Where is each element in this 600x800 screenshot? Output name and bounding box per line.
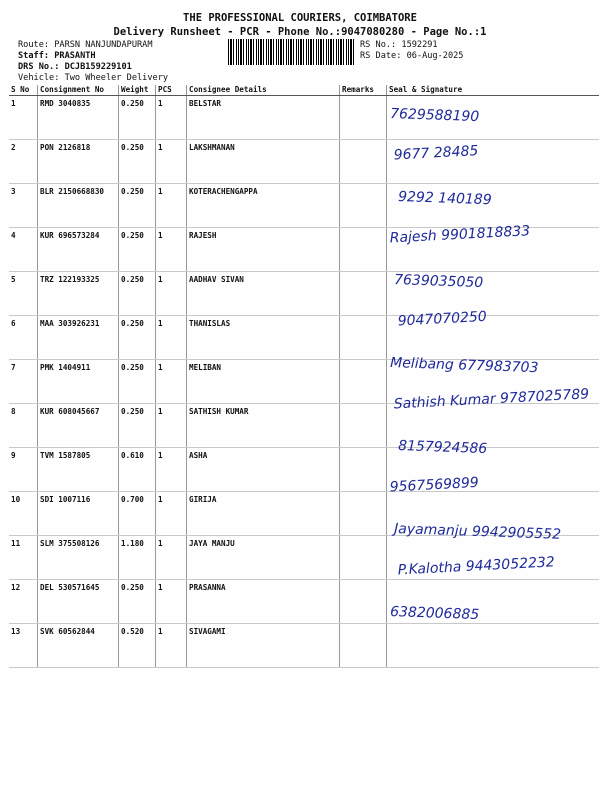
cell-sno: 6 <box>9 316 38 360</box>
table-row <box>9 580 599 624</box>
cell-pcs: 1 <box>156 228 187 272</box>
cell-consignee: PRASANNA <box>187 580 340 624</box>
drs-number: DRS No.: DCJB159229101 <box>18 62 132 72</box>
cell-consignment: PON 2126818 <box>38 140 119 184</box>
cell-sno: 1 <box>9 96 38 140</box>
cell-signature <box>387 580 600 624</box>
cell-weight: 0.700 <box>119 492 156 536</box>
cell-pcs: 1 <box>156 140 187 184</box>
cell-consignee: LAKSHMANAN <box>187 140 340 184</box>
cell-weight: 0.250 <box>119 272 156 316</box>
cell-remarks <box>340 140 387 184</box>
cell-signature <box>387 316 600 360</box>
cell-pcs: 1 <box>156 272 187 316</box>
cell-weight: 0.250 <box>119 580 156 624</box>
cell-signature <box>387 448 600 492</box>
signature: 7629588190 <box>389 106 480 126</box>
cell-signature <box>387 624 600 668</box>
cell-consignment: SVK 60562844 <box>38 624 119 668</box>
signature: Jayamanju 9942905552 <box>393 521 562 543</box>
cell-consignment: SDI 1007116 <box>38 492 119 536</box>
cell-consignment: DEL 530571645 <box>38 580 119 624</box>
signature: Sathish Kumar 9787025789 <box>393 386 590 413</box>
table-row <box>9 96 599 140</box>
cell-consignee: BELSTAR <box>187 96 340 140</box>
cell-consignee: SIVAGAMI <box>187 624 340 668</box>
cell-consignee: SATHISH KUMAR <box>187 404 340 448</box>
column-header: Consignment No <box>38 85 119 96</box>
cell-pcs: 1 <box>156 492 187 536</box>
runsheet-title: Delivery Runsheet - PCR - Phone No.:9047080280 - Page No.:1 <box>113 26 487 38</box>
cell-consignment: BLR 2150668830 <box>38 184 119 228</box>
cell-signature <box>387 228 600 272</box>
signature: P.Kalotha 9443052232 <box>397 554 556 579</box>
cell-consignee: AADHAV SIVAN <box>187 272 340 316</box>
cell-weight: 0.250 <box>119 404 156 448</box>
signature: 9677 28485 <box>393 143 479 164</box>
column-header: PCS <box>156 85 187 96</box>
cell-pcs: 1 <box>156 404 187 448</box>
cell-weight: 0.250 <box>119 96 156 140</box>
signature: 6382006885 <box>389 604 480 624</box>
table-header-row <box>9 85 599 96</box>
company-title: THE PROFESSIONAL COURIERS, COIMBATORE <box>183 12 417 24</box>
signature: 8157924586 <box>397 438 488 458</box>
cell-signature <box>387 404 600 448</box>
cell-pcs: 1 <box>156 448 187 492</box>
runsheet-table <box>9 85 599 668</box>
cell-consignment: KUR 608045667 <box>38 404 119 448</box>
table-row <box>9 492 599 536</box>
cell-consignment: TRZ 122193325 <box>38 272 119 316</box>
signature: 7639035050 <box>393 272 484 292</box>
cell-sno: 2 <box>9 140 38 184</box>
cell-weight: 0.520 <box>119 624 156 668</box>
cell-consignee: GIRIJA <box>187 492 340 536</box>
cell-consignee: MELIBAN <box>187 360 340 404</box>
table-row <box>9 316 599 360</box>
cell-consignee: ASHA <box>187 448 340 492</box>
cell-weight: 0.250 <box>119 360 156 404</box>
cell-signature <box>387 360 600 404</box>
cell-consignment: MAA 303926231 <box>38 316 119 360</box>
cell-consignment: SLM 375508126 <box>38 536 119 580</box>
cell-remarks <box>340 580 387 624</box>
cell-signature <box>387 96 600 140</box>
cell-consignee: RAJESH <box>187 228 340 272</box>
cell-weight: 0.250 <box>119 184 156 228</box>
cell-remarks <box>340 404 387 448</box>
cell-remarks <box>340 96 387 140</box>
cell-remarks <box>340 184 387 228</box>
signature: 9292 140189 <box>397 189 492 209</box>
rs-number: RS No.: 1592291 <box>360 40 438 50</box>
table-row <box>9 184 599 228</box>
cell-sno: 8 <box>9 404 38 448</box>
signature: Rajesh 9901818833 <box>389 223 531 247</box>
rs-date: RS Date: 06-Aug-2025 <box>360 51 464 61</box>
cell-pcs: 1 <box>156 580 187 624</box>
cell-signature <box>387 536 600 580</box>
cell-signature <box>387 184 600 228</box>
vehicle: Vehicle: Two Wheeler Delivery <box>18 73 169 83</box>
cell-sno: 3 <box>9 184 38 228</box>
column-header: S No <box>9 85 38 96</box>
cell-remarks <box>340 360 387 404</box>
cell-weight: 1.180 <box>119 536 156 580</box>
cell-pcs: 1 <box>156 536 187 580</box>
cell-sno: 11 <box>9 536 38 580</box>
column-header: Seal & Signature <box>387 85 600 96</box>
cell-consignment: TVM 1587805 <box>38 448 119 492</box>
staff: Staff: PRASANTH <box>18 51 96 61</box>
cell-remarks <box>340 536 387 580</box>
table-row <box>9 404 599 448</box>
column-header: Weight <box>119 85 156 96</box>
cell-remarks <box>340 448 387 492</box>
cell-consignee: KOTERACHENGAPPA <box>187 184 340 228</box>
table-row <box>9 360 599 404</box>
cell-weight: 0.250 <box>119 228 156 272</box>
cell-remarks <box>340 492 387 536</box>
cell-signature <box>387 140 600 184</box>
column-header: Consignee Details <box>187 85 340 96</box>
cell-pcs: 1 <box>156 624 187 668</box>
signature: Melibang 677983703 <box>389 355 539 377</box>
table-row <box>9 624 599 668</box>
table-row <box>9 536 599 580</box>
column-header: Remarks <box>340 85 387 96</box>
cell-sno: 13 <box>9 624 38 668</box>
table-row <box>9 140 599 184</box>
cell-consignee: THANISLAS <box>187 316 340 360</box>
cell-consignee: JAYA MANJU <box>187 536 340 580</box>
cell-sno: 9 <box>9 448 38 492</box>
cell-pcs: 1 <box>156 360 187 404</box>
cell-sno: 7 <box>9 360 38 404</box>
cell-signature <box>387 272 600 316</box>
route: Route: PARSN NANJUNDAPURAM <box>18 40 153 50</box>
table-row <box>9 228 599 272</box>
cell-consignment: KUR 696573284 <box>38 228 119 272</box>
cell-consignment: RMD 3040835 <box>38 96 119 140</box>
cell-sno: 4 <box>9 228 38 272</box>
cell-remarks <box>340 624 387 668</box>
cell-remarks <box>340 228 387 272</box>
cell-pcs: 1 <box>156 316 187 360</box>
signature: 9047070250 <box>397 308 488 330</box>
cell-weight: 0.610 <box>119 448 156 492</box>
cell-remarks <box>340 272 387 316</box>
cell-sno: 12 <box>9 580 38 624</box>
table-row <box>9 272 599 316</box>
cell-sno: 10 <box>9 492 38 536</box>
cell-pcs: 1 <box>156 96 187 140</box>
cell-consignment: PMK 1404911 <box>38 360 119 404</box>
cell-weight: 0.250 <box>119 316 156 360</box>
cell-signature <box>387 492 600 536</box>
signature: 9567569899 <box>389 474 480 496</box>
cell-remarks <box>340 316 387 360</box>
cell-weight: 0.250 <box>119 140 156 184</box>
barcode <box>228 39 354 65</box>
cell-sno: 5 <box>9 272 38 316</box>
table-row <box>9 448 599 492</box>
cell-pcs: 1 <box>156 184 187 228</box>
